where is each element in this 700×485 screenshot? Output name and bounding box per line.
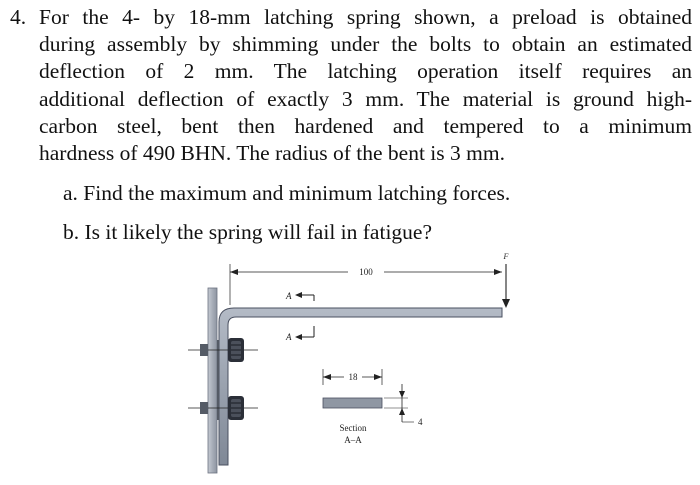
question-b	[63, 219, 432, 246]
problem-text	[39, 4, 692, 167]
question-b-label: b.	[63, 220, 80, 244]
latching-spring-figure	[186, 250, 516, 475]
question-a	[63, 180, 510, 207]
problem-line: carbon steel, bent then hardened and tempered to a minimum	[39, 113, 692, 138]
spring-diagram	[186, 250, 516, 475]
section-marker-bottom	[285, 326, 314, 342]
length-label: 100	[359, 267, 373, 277]
svg-text:A: A	[286, 332, 292, 342]
mounting-wall	[208, 288, 217, 473]
section-width-label: 18	[348, 372, 358, 382]
section-caption-line1: Section	[339, 423, 367, 433]
problem-line: deflection of 2 mm. The latching operation itself requires an	[39, 59, 692, 84]
question-a-text: Find the maximum and minimum latching forces.	[83, 181, 511, 205]
section-view	[323, 369, 423, 445]
question-b-text: Is it likely the spring will fail in fatigue?	[84, 220, 433, 244]
section-thickness-label: 4	[418, 417, 423, 427]
problem-line: hardness of 490 BHN. The radius of the bent is 3 mm.	[39, 141, 505, 166]
problem-statement	[10, 4, 692, 167]
problem-number: 4.	[10, 5, 27, 29]
problem-line: during assembly by shimming under the bolts to obtain an estimated	[39, 32, 692, 57]
section-marker-top	[285, 291, 314, 301]
length-dimension	[230, 264, 502, 305]
force-arrow	[502, 252, 510, 308]
section-cross-section	[323, 398, 382, 408]
question-a-label: a.	[63, 181, 78, 205]
problem-line: For the 4- by 18-mm latching spring shown, a preload is obtained	[39, 5, 692, 29]
force-label: F	[503, 252, 509, 261]
section-caption-line2: A–A	[344, 435, 362, 445]
svg-text:A: A	[286, 291, 292, 301]
problem-line: additional deflection of exactly 3 mm. The material is ground high-	[39, 86, 692, 111]
